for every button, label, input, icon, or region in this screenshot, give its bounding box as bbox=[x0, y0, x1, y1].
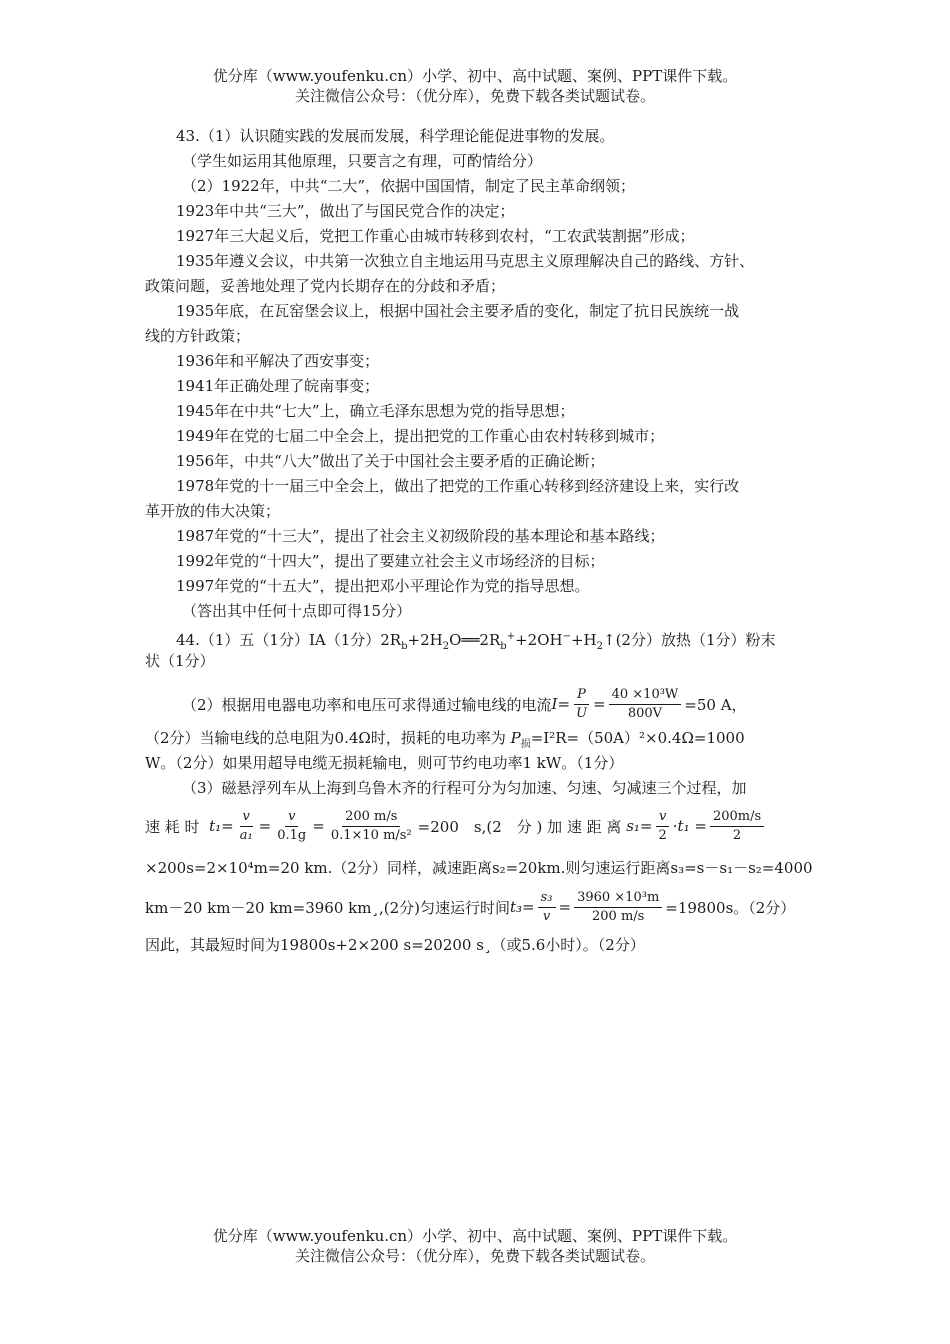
q43-line: 1992年党的“十四大”，提出了要建立社会主义市场经济的目标； bbox=[176, 552, 605, 570]
fraction: $\frac{v}{0.1g}$ bbox=[277, 808, 307, 843]
fraction: $\frac{v}{2}$ bbox=[656, 809, 670, 844]
page-footer bbox=[0, 1226, 950, 1266]
page-header bbox=[0, 66, 950, 106]
q43-line: 政策问题，妥善地处理了党内长期存在的分歧和矛盾； bbox=[145, 277, 506, 295]
q43-line: 革开放的伟大决策； bbox=[145, 502, 281, 520]
q43-line: 1956年，中共“八大”做出了关于中国社会主要矛盾的正确论断； bbox=[176, 452, 605, 470]
q43-line: （答出其中任何十点即可得15分） bbox=[182, 602, 412, 620]
q43-line: 1923年中共“三大”，做出了与国民党合作的决定； bbox=[176, 202, 515, 220]
fraction: $\frac{\text{s₃}}{v}$ bbox=[538, 890, 556, 925]
q44-part3-line: （3）磁悬浮列车从上海到乌鲁木齐的行程可分为匀加速、匀速、匀减速三个过程，加 bbox=[182, 779, 747, 797]
q43-line: 1936年和平解决了西安事变； bbox=[176, 352, 380, 370]
q44-part2-equation: （2）根据用电器电功率和电压可求得通过输电线的电流 I = $\frac{P}{U}$ = $\frac{\text{40 ×10³W}}{800V}$ =50 A， bbox=[182, 686, 747, 721]
footer-line-2: 关注微信公众号：（优分库），免费下载各类试题试卷。 bbox=[294, 1247, 655, 1265]
q43-line: 1941年正确处理了皖南事变； bbox=[176, 377, 380, 395]
q44-part3-line: 因此，其最短时间为19800s+2×200 s=20200 s¸（或5.6小时）。（2分） bbox=[145, 936, 645, 954]
q44-part2-line: （2分）当输电线的总电阻为0.4Ω时，损耗的电功率为 $P_损=I^2R=(50A)^2\times 0.4\Omega=1000$ bbox=[145, 729, 745, 750]
q44-part2-line: W。（2分）如果用超导电缆无损耗输电，则可节约电功率1 kW。（1分） bbox=[145, 754, 624, 772]
q43-line: 1949年在党的七届二中全会上，提出把党的工作重心由农村转移到城市； bbox=[176, 427, 665, 445]
q44-part1-line: 44.（1）五（1分）ⅠA（1分）$2R_b+2H_2O══2R_b^++2OH^-+H_2↑(2$分）放热（1分）粉末 bbox=[176, 631, 776, 652]
q43-line: 1935年遵义会议，中共第一次独立自主地运用马克思主义原理解决自己的路线、方针、 bbox=[176, 252, 755, 270]
fraction: $\frac{v}{\text{a₁}}$ bbox=[239, 808, 253, 843]
q43-line: 43.（1）认识随实践的发展而发展，科学理论能促进事物的发展。 bbox=[176, 127, 615, 145]
q43-line: 1927年三大起义后，党把工作重心由城市转移到农村，“工农武装割据”形成； bbox=[176, 227, 695, 245]
q43-line: 1997年党的“十五大”，提出把邓小平理论作为党的指导思想。 bbox=[176, 577, 590, 595]
q43-line: 1945年在中共“七大”上，确立毛泽东思想为党的指导思想； bbox=[176, 402, 575, 420]
fraction: $\frac{P}{U}$ bbox=[576, 686, 588, 721]
q43-line: 1978年党的十一届三中全会上，做出了把党的工作重心转移到经济建设上来，实行改 bbox=[176, 477, 740, 495]
answer-content bbox=[145, 124, 813, 961]
q43-line: 1987年党的“十三大”，提出了社会主义初级阶段的基本理论和基本路线； bbox=[176, 527, 665, 545]
q44-part3-equation: km－20 km－20 km=3960 km¸,(2分)匀速运行时间 t₃= $\frac{\text{s₃}}{v}$ = $\frac{\text{3960 ×10³m}}{200 m/s}$ =19800s。（2分） bbox=[145, 889, 796, 924]
header-line-2: 关注微信公众号：（优分库），免费下载各类试题试卷。 bbox=[294, 87, 655, 105]
q43-line: （2）1922年，中共“二大”，依据中国国情，制定了民主革命纲领； bbox=[182, 177, 636, 195]
fraction: $\frac{200 m/s}{\text{0.1×10 m/s²}}$ bbox=[330, 808, 412, 843]
fraction: $\frac{\text{3960 ×10³m}}{200 m/s}$ bbox=[574, 890, 662, 925]
fraction: $\frac{200m/s}{2}$ bbox=[710, 809, 764, 844]
footer-line-1: 优分库（www.youfenku.cn）小学、初中、高中试题、案例、PPT课件下载。 bbox=[212, 1227, 738, 1245]
q44-part3-line: ×200s=2×10⁴m=20 km.（2分）同样，减速距离s₂=20km.则匀速运行距离s₃=s－s₁－s₂=4000 bbox=[145, 859, 813, 877]
q43-line: 1935年底，在瓦窑堡会议上，根据中国社会主要矛盾的变化，制定了抗日民族统一战 bbox=[176, 302, 740, 320]
q44-part1-line: 状（1分） bbox=[145, 652, 215, 670]
fraction: $\frac{\text{40 ×10³W}}{800V}$ bbox=[609, 687, 682, 722]
q44-part3-equation: 速 耗 时 t₁= $\frac{v}{\text{a₁}}$ = $\frac{v}{0.1g}$ = $\frac{200 m/s}{\text{0.1×10 m/s²}}$ =200 s,(2 分 ) 加 速 距 离 s₁= $\frac{v}{2}$ ·t₁ = $\frac{200m/s}{2}$ bbox=[145, 801, 809, 851]
q43-line: （学生如运用其他原理，只要言之有理，可酌情给分） bbox=[182, 152, 543, 170]
q43-line: 线的方针政策； bbox=[145, 327, 251, 345]
header-line-1: 优分库（www.youfenku.cn）小学、初中、高中试题、案例、PPT课件下载。 bbox=[212, 67, 738, 85]
